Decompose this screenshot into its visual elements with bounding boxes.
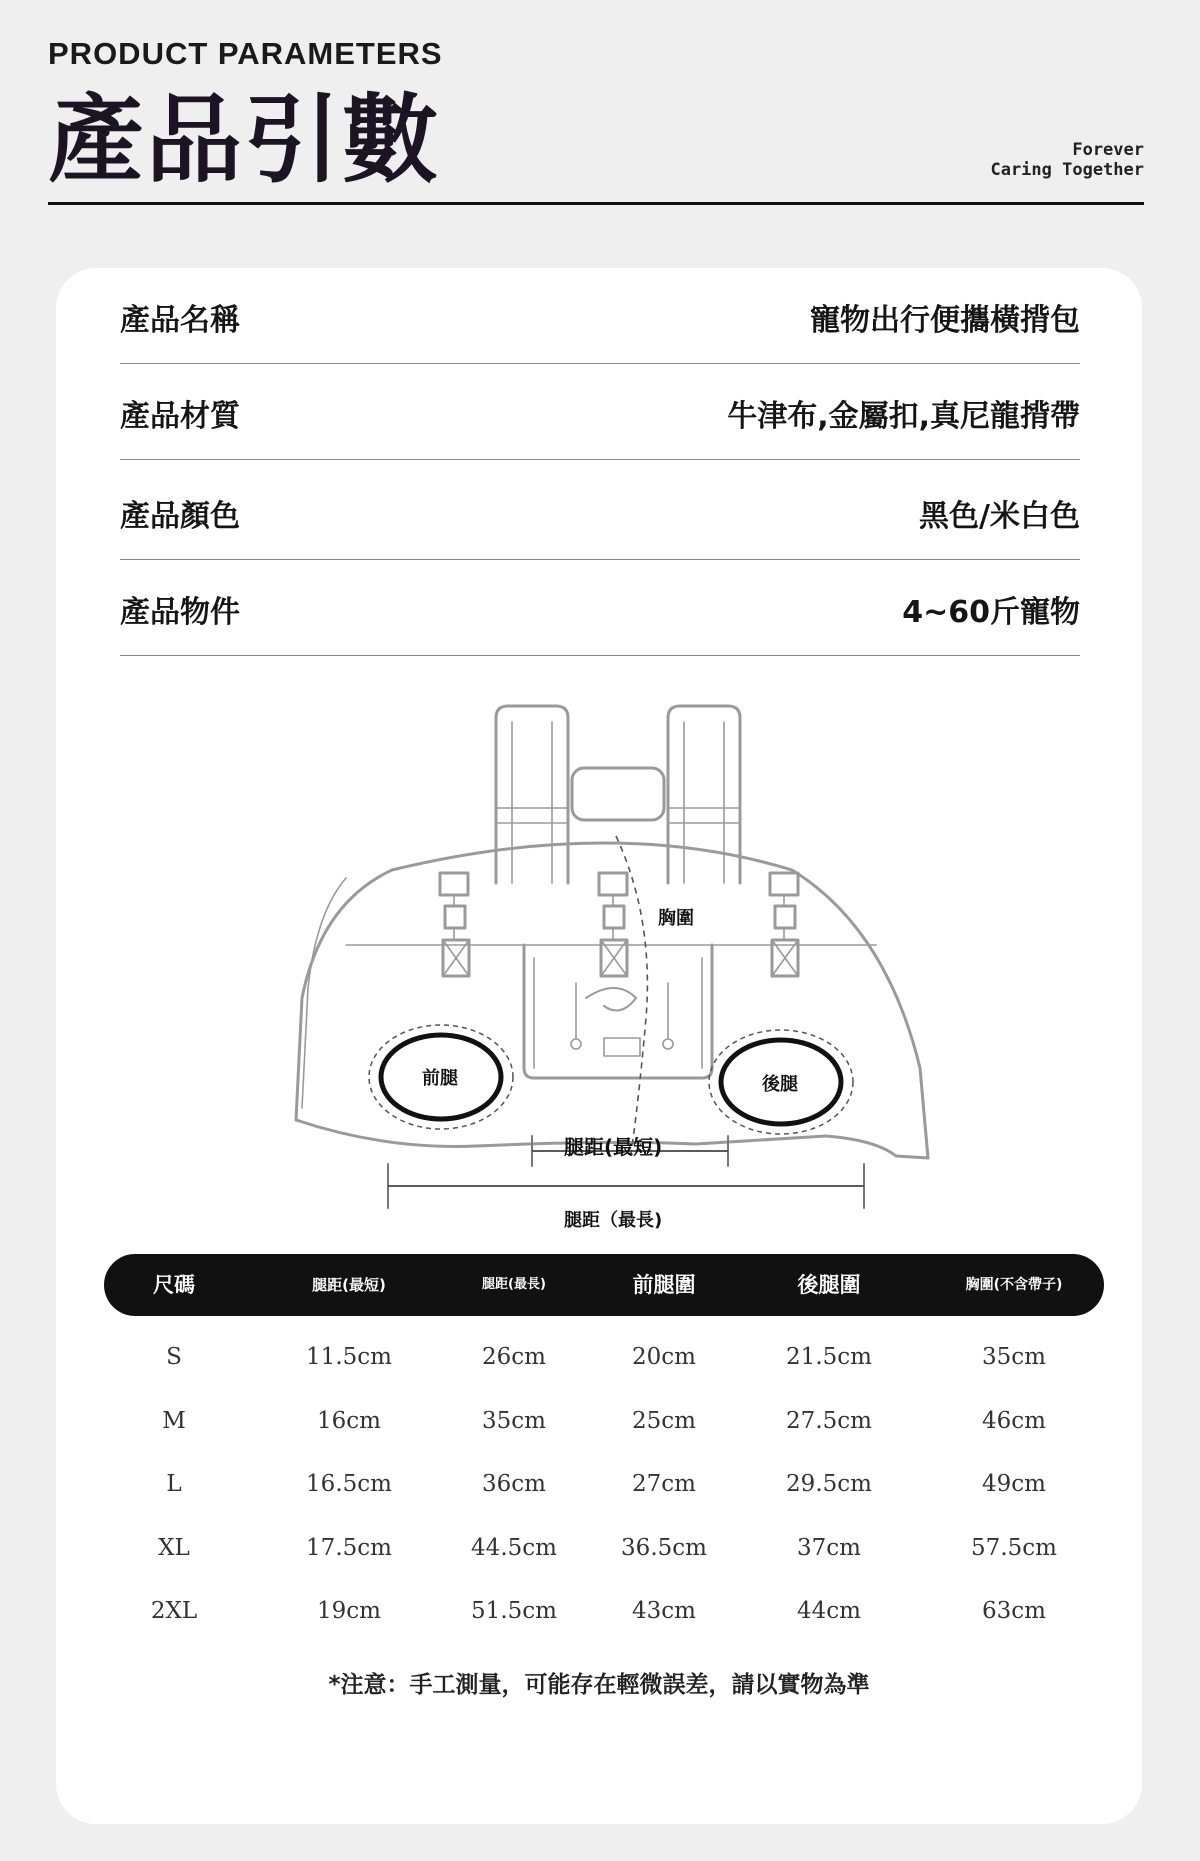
measurement-note: *注意：手工測量，可能存在輕微誤差，請以實物為準	[328, 1672, 870, 1698]
table-cell: 26cm	[482, 1344, 546, 1370]
param-value: 黑色/米白色	[919, 499, 1080, 534]
column-header: 胸圍(不含帶子)	[965, 1277, 1063, 1293]
param-label: 產品顏色	[120, 499, 240, 534]
table-cell: 35cm	[482, 1407, 546, 1434]
param-row-target	[120, 560, 1080, 656]
column-header: 前腿圍	[632, 1273, 696, 1297]
right-handle	[668, 706, 740, 883]
table-cell: 43cm	[632, 1598, 696, 1624]
param-label: 產品名稱	[120, 303, 240, 338]
table-cell: 63cm	[982, 1598, 1046, 1624]
table-cell: 16.5cm	[306, 1471, 392, 1497]
column-header: 腿距(最短)	[312, 1276, 386, 1294]
table-row	[104, 1326, 1104, 1390]
back-leg-label: 後腿	[762, 1074, 798, 1095]
table-row	[104, 1453, 1104, 1517]
table-cell: 17.5cm	[306, 1534, 392, 1561]
table-cell: M	[162, 1407, 186, 1434]
table-cell: 46cm	[982, 1407, 1046, 1434]
table-cell: 19cm	[317, 1598, 381, 1624]
table-cell: 2XL	[150, 1598, 198, 1624]
right-buckle	[770, 873, 798, 895]
param-row-color	[120, 460, 1080, 560]
table-cell: 44.5cm	[471, 1534, 557, 1561]
slogan-line-1: Forever	[1072, 140, 1144, 160]
table-row	[104, 1517, 1104, 1581]
table-cell: 36cm	[482, 1471, 546, 1497]
param-label: 產品材質	[120, 399, 240, 434]
table-cell: 49cm	[982, 1471, 1046, 1497]
slogan-line-2: Caring Together	[990, 160, 1144, 180]
table-row	[104, 1390, 1104, 1454]
table-cell: 25cm	[632, 1407, 696, 1434]
param-row-name	[120, 268, 1080, 364]
header-divider	[48, 202, 1144, 205]
middle-buckle	[599, 873, 627, 895]
left-handle	[496, 706, 568, 883]
table-cell: 51.5cm	[471, 1598, 557, 1624]
column-header: 腿距(最長)	[482, 1277, 546, 1292]
front-pocket	[524, 945, 712, 1078]
table-cell: XL	[158, 1534, 190, 1561]
front-leg-label: 前腿	[422, 1068, 458, 1089]
param-row-material	[120, 364, 1080, 460]
parameters-card	[56, 268, 1142, 1824]
table-cell: 27.5cm	[786, 1407, 872, 1434]
table-cell: 21.5cm	[786, 1344, 872, 1370]
table-header	[104, 1254, 1104, 1316]
slogan	[990, 140, 1144, 180]
table-cell: S	[166, 1344, 182, 1370]
page-header	[48, 36, 1144, 206]
column-header: 後腿圍	[797, 1273, 861, 1297]
size-table	[104, 1254, 1104, 1644]
table-cell: 20cm	[632, 1344, 696, 1370]
table-body	[104, 1326, 1104, 1644]
table-cell: 36.5cm	[621, 1534, 707, 1561]
table-row	[104, 1580, 1104, 1644]
table-cell: 37cm	[797, 1534, 861, 1561]
column-header: 尺碼	[153, 1273, 195, 1297]
chinese-title: 產品引數	[48, 84, 440, 196]
table-cell: 27cm	[632, 1471, 696, 1497]
param-value: 4~60斤寵物	[902, 595, 1080, 630]
table-cell: 35cm	[982, 1344, 1046, 1370]
leg-distance-long-label: 腿距（最長)	[564, 1210, 663, 1231]
english-title: PRODUCT PARAMETERS	[48, 36, 443, 71]
table-cell: 29.5cm	[786, 1471, 872, 1497]
param-value: 寵物出行便攜橫揹包	[810, 303, 1080, 338]
leg-distance-short-label: 腿距(最短)	[564, 1135, 663, 1159]
table-cell: 44cm	[797, 1598, 861, 1624]
chest-label: 胸圍	[658, 908, 694, 929]
table-cell: L	[166, 1471, 182, 1497]
param-value: 牛津布,金屬扣,真尼龍揹帶	[727, 399, 1080, 434]
chest-measure-line	[616, 836, 647, 1160]
table-cell: 16cm	[317, 1407, 381, 1434]
param-label: 產品物件	[120, 595, 240, 630]
table-cell: 11.5cm	[306, 1344, 392, 1370]
table-cell: 57.5cm	[971, 1534, 1057, 1561]
left-buckle	[440, 873, 468, 895]
